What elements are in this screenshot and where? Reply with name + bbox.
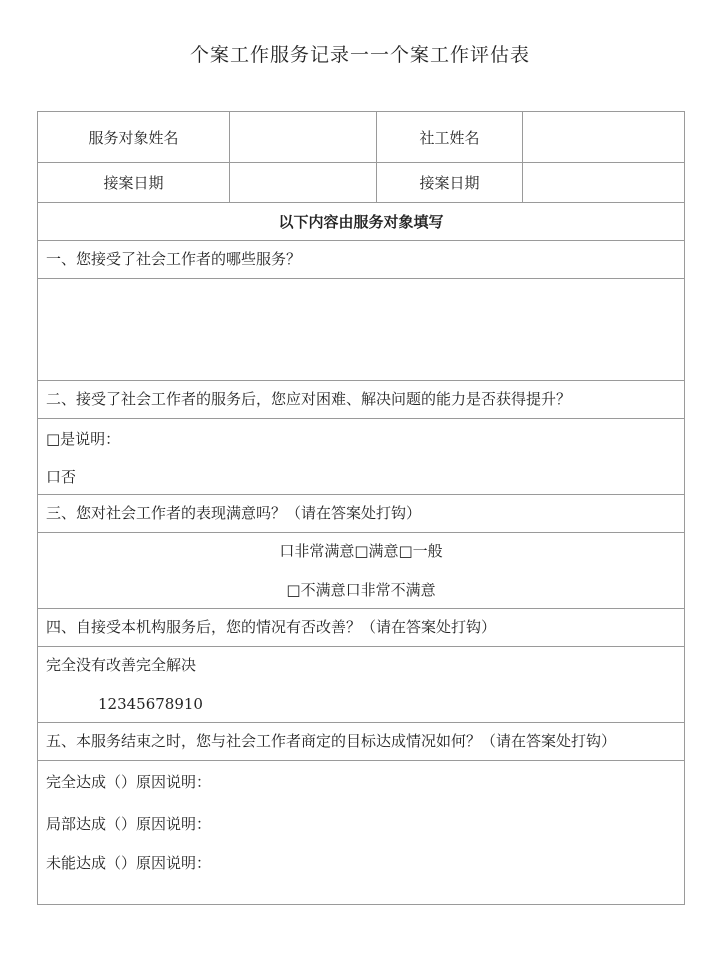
social-worker-field[interactable] <box>522 112 684 162</box>
q5-question-row <box>38 723 684 761</box>
q3-answer-area <box>38 533 684 609</box>
q2-question: 二、接受了社会工作者的服务后，您应对困难、解决问题的能力是否获得提升？ <box>46 390 572 408</box>
q2-question-row <box>38 381 684 419</box>
header-row-names <box>38 112 684 163</box>
client-name-label: 服务对象姓名 <box>88 128 179 147</box>
q5-option-none[interactable]: 未能达成（）原因说明： <box>46 854 212 872</box>
q1-answer-area[interactable] <box>38 279 684 381</box>
evaluation-form <box>37 111 685 905</box>
q4-question-row <box>38 609 684 647</box>
q5-option-full[interactable]: 完全达成（）原因说明： <box>46 773 212 791</box>
q2-option-yes[interactable]: □是说明： <box>46 430 121 448</box>
q2-option-no[interactable]: 口否 <box>46 468 77 486</box>
section-banner: 以下内容由服务对象填写 <box>278 213 444 231</box>
q3-options-line1[interactable]: 口非常满意□满意□一般 <box>279 542 443 560</box>
intake-date-field[interactable] <box>229 163 376 202</box>
q1-question-row <box>38 241 684 279</box>
q4-question: 四、自接受本机构服务后，您的情况有否改善？（请在答案处打钩） <box>46 618 497 636</box>
client-name-field[interactable] <box>229 112 376 162</box>
page-title: 个案工作服务记录一一个案工作评估表 <box>189 44 530 66</box>
q2-answer-area <box>38 419 684 495</box>
intake-date-label: 接案日期 <box>103 174 164 192</box>
q3-question-row <box>38 495 684 533</box>
section-banner-row <box>38 203 684 241</box>
q4-scale-labels: 完全没有改善完全解决 <box>46 656 197 674</box>
q3-question: 三、您对社会工作者的表现满意吗？（请在答案处打钩） <box>46 504 422 522</box>
intake-date-label-2: 接案日期 <box>376 163 522 202</box>
q5-option-partial[interactable]: 局部达成（）原因说明： <box>46 815 212 833</box>
q4-answer-area <box>38 647 684 723</box>
q5-question: 五、本服务结束之时，您与社会工作者商定的目标达成情况如何？（请在答案处打钩） <box>46 732 617 750</box>
intake-date-field-2[interactable] <box>522 163 684 202</box>
q5-answer-area <box>38 761 684 904</box>
q1-question: 一、您接受了社会工作者的哪些服务？ <box>46 250 302 268</box>
q4-scale-numbers[interactable]: 12345678910 <box>98 695 203 713</box>
social-worker-label: 社工姓名 <box>376 112 522 162</box>
q3-options-line2[interactable]: □不满意口非常不满意 <box>286 581 436 599</box>
header-row-dates <box>38 163 684 203</box>
